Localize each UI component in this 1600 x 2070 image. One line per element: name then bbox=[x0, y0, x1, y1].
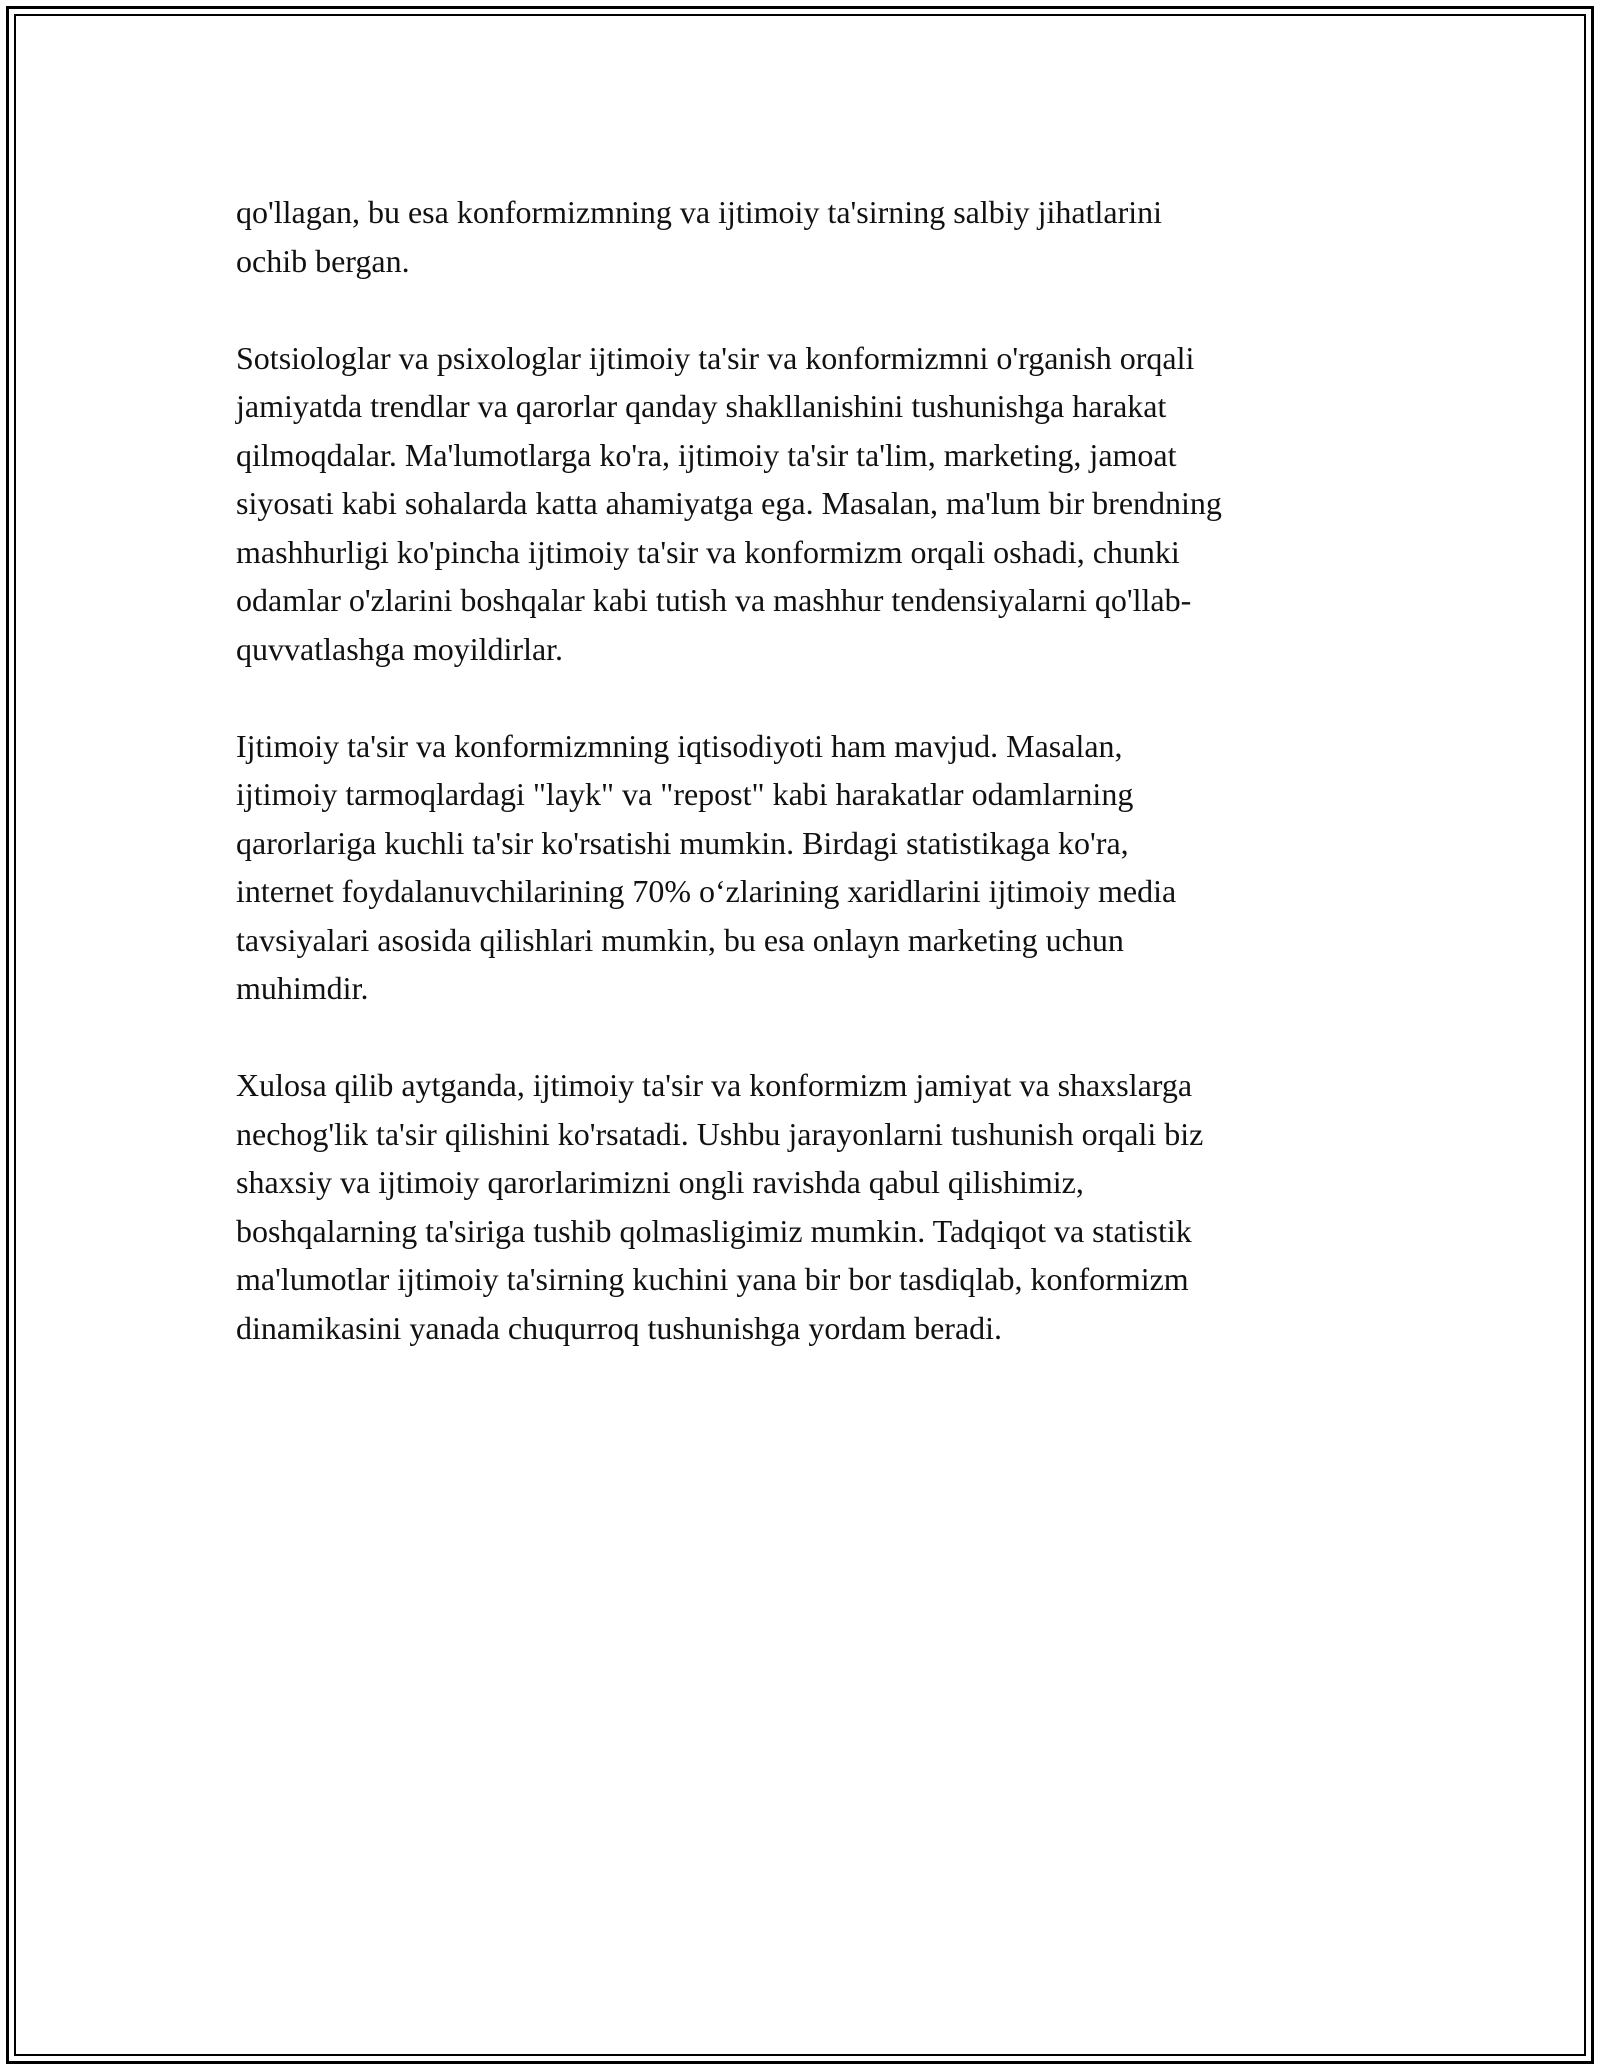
paragraph-4: Xulosa qilib aytganda, ijtimoiy ta'sir va konformizm jamiyat va shaxslarga nechog'lik ta'sir qilishini ko'rsatadi. Ushbu jarayonlarni tushunish orqali biz shaxsiy va ijtimoiy qarorlarimizni ongli ravishda qabul qilishimiz, boshqalarning ta'siriga tushib qolmasligimiz mumkin. Tadqiqot va statistik ma'lumotlar ijtimoiy ta'sirning kuchini yana bir bor tasdiqlab, konformizm dinamikasini yanada chuqurroq tushunishga yordam beradi. bbox=[236, 1067, 1204, 1346]
paragraph-2: Sotsiologlar va psixologlar ijtimoiy ta'sir va konformizmni o'rganish orqali jamiyatda trendlar va qarorlar qanday shakllanishini tushunishga harakat qilmoqdalar. Ma'lumotlarga ko'ra, ijtimoiy ta'sir ta'lim, marketing, jamoat siyosati kabi sohalarda katta ahamiyatga ega. Masalan, ma'lum bir brendning mashhurligi ko'pincha ijtimoiy ta'sir va konformizm orqali oshadi, chunki odamlar o'zlarini boshqalar kabi tutish va mashhur tendensiyalarni qo'llab- quvvatlashga moyildirlar. bbox=[236, 339, 1222, 667]
paragraph-3: Ijtimoiy ta'sir va konformizmning iqtisodiyoti ham mavjud. Masalan, ijtimoiy tarmoqlardagi "layk" va "repost" kabi harakatlar odamlarning qarorlariga kuchli ta'sir ko'rsatishi mumkin. Birdagi statistikaga ko'ra, internet foydalanuvchilarining 70% o‘zlarining xaridlarini ijtimoiy media tavsiyalari asosida qilishlari mumkin, bu esa onlayn marketing uchun muhimdir. bbox=[236, 727, 1177, 1006]
paragraph-1: qo'llagan, bu esa konformizmning va ijtimoiy ta'sirning salbiy jihatlarini ochib bergan. bbox=[236, 194, 1163, 279]
document-body bbox=[236, 188, 1376, 1401]
